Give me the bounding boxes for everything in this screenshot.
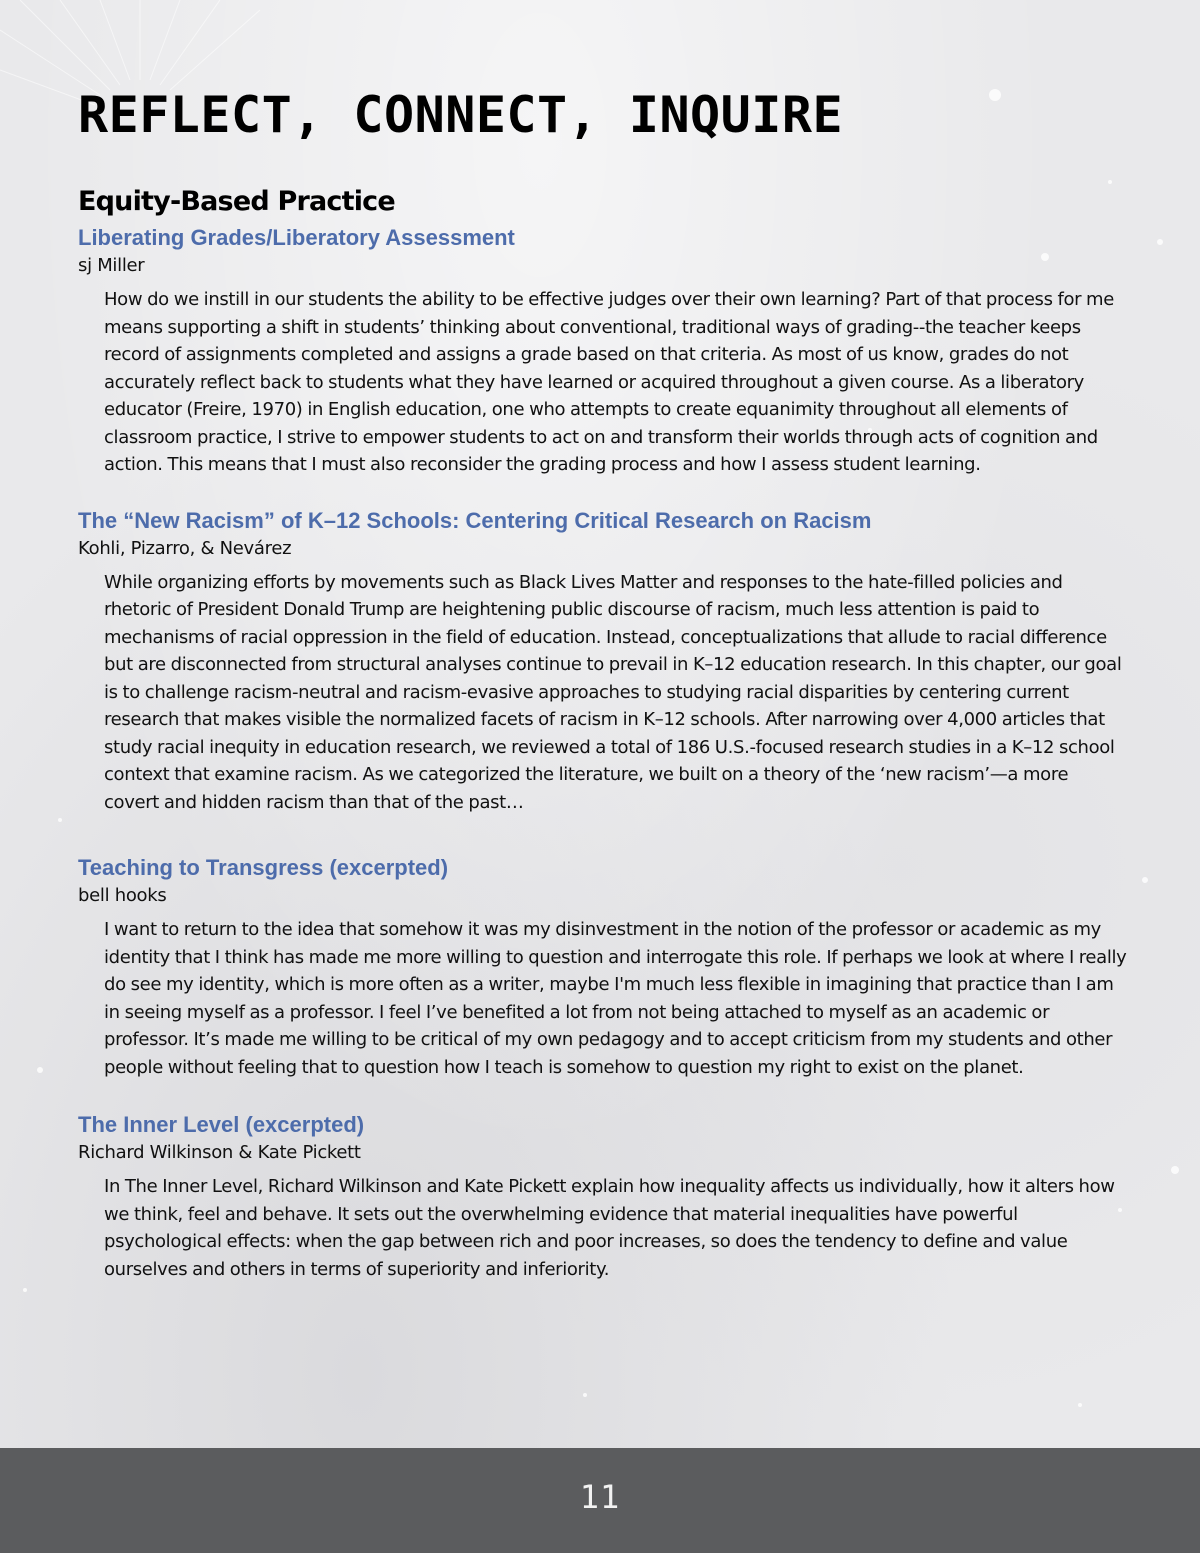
section-title: Equity-Based Practice (78, 186, 395, 217)
entry-author: bell hooks (78, 885, 167, 906)
entry-author: Richard Wilkinson & Kate Pickett (78, 1142, 361, 1163)
entry-title: The Inner Level (excerpted) (78, 1112, 365, 1137)
reading-entry (78, 854, 1128, 1081)
entry-title: The “New Racism” of K–12 Schools: Centering Critical Research on Racism (78, 507, 872, 533)
entry-summary: I want to return to the idea that somehow it was my disinvestment in the notion of the professor or academic as my identity that I think has made me more willing to question and interrogate this role. If perhaps we look at where I really do see my identity, which is more often as a writer, maybe I'm much less flexible in imagining that practice than I am in seeing myself as a professor. I feel I’ve benefited a lot from not being attached to myself as an academic or professor. It’s made me willing to be critical of my own pedagogy and to accept criticism from my students and other people without feeling that to question how I teach is somehow to question my right to exist on the planet. (104, 919, 1127, 1078)
reading-entry (78, 224, 1128, 479)
entry-author: Kohli, Pizarro, & Nevárez (78, 537, 292, 559)
entry-summary: In The Inner Level, Richard Wilkinson and Kate Pickett explain how inequality affects us individually, how it alters how we think, feel and behave. It sets out the overwhelming evidence that material inequalities have powerful psychological effects: when the gap between rich and poor increases, so does the tendency to define and value ourselves and others in terms of superiority and inferiority. (104, 1176, 1115, 1280)
entry-author: sj Miller (78, 255, 145, 276)
entry-title: Teaching to Transgress (excerpted) (78, 855, 449, 880)
reading-entry (78, 1111, 1128, 1283)
page-content (78, 80, 1128, 1283)
page-number: 11 (579, 1478, 621, 1516)
reading-entry (78, 507, 1128, 817)
entry-summary: While organizing efforts by movements such as Black Lives Matter and responses to the hate-filled policies and rhetoric of President Donald Trump are heightening public discourse of racism, much less attention is paid to mechanisms of racial oppression in the field of education. Instead, conceptualizations that allude to racial difference but are disconnected from structural analyses continue to prevail in K–12 education research. In this chapter, our goal is to challenge racism-neutral and racism-evasive approaches to studying racial disparities by centering current research that makes visible the normalized facets of racism in K–12 schools. After narrowing over 4,000 articles that study racial inequity in education research, we reviewed a total of 186 U.S.-focused research studies in a K–12 school context that examine racism. As we categorized the literature, we built on a theory of the ‘new racism’—a more covert and hidden racism than that of the past… (104, 571, 1122, 813)
page-footer (0, 1448, 1200, 1553)
entry-summary: How do we instill in our students the ability to be effective judges over their own learning? Part of that process for me means supporting a shift in students’ thinking about conventional, traditional ways of grading--the teacher keeps record of assignments completed and assigns a grade based on that criteria. As most of us know, grades do not accurately reflect back to students what they have learned or acquired throughout a given course. As a liberatory educator (Freire, 1970) in English education, one who attempts to create equanimity throughout all elements of classroom practice, I strive to empower students to act on and transform their worlds through acts of cognition and action. This means that I must also reconsider the grading process and how I assess student learning. (104, 289, 1114, 475)
entry-title: Liberating Grades/Liberatory Assessment (78, 225, 515, 250)
page-title: REFLECT, CONNECT, INQUIRE (78, 86, 844, 144)
